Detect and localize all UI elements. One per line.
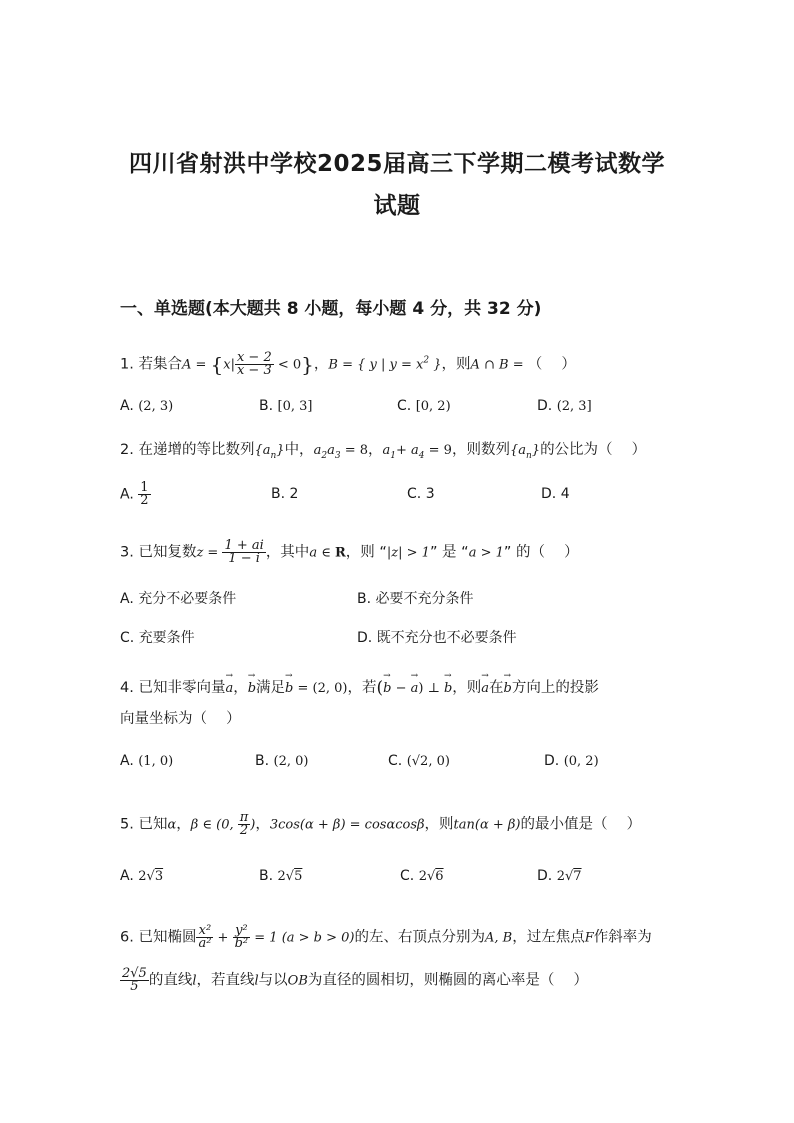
option-label: A.: [120, 486, 134, 503]
option-value: (2, 0): [273, 754, 309, 769]
q2-c1e: = 8: [340, 443, 368, 458]
option-value: 充要条件: [138, 630, 195, 646]
q6-y-num: y²: [233, 925, 251, 938]
q1-expr: A ∩ B =: [470, 357, 528, 373]
radicand: 5: [294, 869, 303, 884]
option-label: D.: [357, 630, 373, 646]
q3-text-2: ，其中: [265, 544, 310, 561]
option-label: C.: [388, 753, 403, 769]
q1-fraction: [235, 352, 274, 377]
option-label: D.: [537, 868, 553, 884]
q4-option-b: [255, 753, 308, 769]
q3-text-3: ，则 “: [345, 544, 387, 561]
q5-eq: 3cos(α + β) = cosαcosβ: [269, 817, 425, 833]
option-label: B.: [271, 486, 286, 502]
q1-set-b: B = { y | y = x: [328, 357, 424, 373]
q3-p1: |z| > 1: [386, 545, 430, 561]
q4-vec-a-3: → a: [481, 681, 489, 696]
page-title-line2: 试题: [373, 193, 421, 219]
q3-text: 3. 已知复数: [120, 544, 197, 561]
q2-seq-end: }: [276, 443, 285, 458]
q6-slope-fraction: [120, 968, 149, 993]
q3-num: 1 + ai: [224, 538, 264, 553]
option-value: [0, 3]: [277, 399, 313, 414]
frac-num: 1: [140, 480, 149, 495]
q5-comma: ，: [176, 816, 191, 833]
option-value: (0, 2): [563, 754, 599, 769]
q2-text: 2. 在递增的等比数列: [120, 442, 255, 458]
q6-text-6: ，若直线: [196, 972, 255, 989]
q6-F: F: [584, 930, 594, 946]
coef: 2: [556, 869, 565, 884]
q2-text-2: 中，: [284, 442, 314, 458]
q2-option-a-fraction: [138, 482, 150, 507]
q4-vec-b-3: → b: [383, 681, 391, 696]
option-label: C.: [400, 868, 415, 884]
q1-set-b-end: }: [429, 357, 442, 373]
q4-option-d: [544, 753, 599, 769]
q6-text-5: 的直线: [148, 972, 193, 989]
q4-vec-a-2: → a: [411, 681, 419, 696]
question-4-stem: [120, 676, 599, 698]
q2-c1a: a: [313, 443, 322, 458]
q3-option-c: [120, 627, 195, 647]
q5-beta-in: β ∈ (0,: [190, 817, 238, 833]
q2-c2b: 1: [390, 450, 396, 461]
option-label: C.: [407, 486, 422, 502]
q3-option-d: [357, 627, 517, 647]
q4-vec-b-2: → b: [285, 681, 293, 696]
q2-option-c: [407, 486, 435, 502]
q1-frac-num: x − 2: [236, 350, 272, 365]
question-6-stem: [120, 925, 652, 950]
option-value: (1, 0): [138, 754, 174, 769]
q3-p2: a > 1: [468, 545, 504, 561]
q2-seq-end-2: }: [531, 443, 541, 458]
q5-option-b-value: 2√5: [277, 869, 303, 884]
q5-tan: tan(α + β): [453, 817, 521, 833]
q4-text-2: 满足: [256, 680, 286, 696]
q6-k-den: 5: [130, 979, 139, 994]
q2-seq: {a: [254, 443, 271, 458]
q5-comma-2: ，: [255, 816, 270, 833]
coef: 2: [418, 869, 427, 884]
q3-option-b: [357, 588, 474, 608]
radicand: 3: [154, 869, 164, 884]
q6-x-den: a²: [198, 936, 212, 951]
q6-l-2: l: [254, 973, 259, 989]
q6-y-fraction: [233, 925, 251, 950]
q5-text: 5. 已知: [120, 816, 168, 833]
option-value: 4: [560, 486, 570, 502]
option-value: (√2, 0): [406, 754, 450, 769]
q1-option-c: [397, 398, 451, 414]
option-label: A.: [120, 868, 134, 884]
q6-y-den: b²: [234, 936, 249, 951]
q5-option-c: [400, 868, 444, 884]
q4-option-a: [120, 753, 173, 769]
q6-text-8: 为直径的圆相切，则椭圆的离心率是（ ）: [307, 972, 588, 989]
option-label: A.: [120, 591, 134, 607]
q3-option-a: [120, 588, 236, 608]
q1-option-a: [120, 398, 173, 414]
coef: 2: [277, 869, 286, 884]
q3-z: z =: [196, 545, 223, 561]
q2-c2d: 4: [418, 450, 425, 461]
q6-eq: = 1 (a > b > 0): [250, 930, 355, 946]
q6-k-num: 2√5: [122, 966, 147, 981]
q5-pi-num: π: [239, 810, 249, 825]
option-label: D.: [537, 398, 553, 414]
q4-text: 4. 已知非零向量: [120, 680, 226, 696]
q6-text-4: 作斜率为: [593, 929, 652, 946]
q2-c2c: + a: [396, 443, 419, 458]
coef: 2: [138, 869, 147, 884]
q4-vec-b-4: → b: [444, 681, 452, 696]
q5-option-d: [537, 868, 582, 884]
option-value: (2, 3]: [556, 399, 592, 414]
option-value: 3: [425, 486, 435, 502]
option-label: B.: [357, 591, 372, 607]
option-value: (2, 3): [138, 399, 174, 414]
section-heading: 一、单选题(本大题共 8 小题，每小题 4 分，共 32 分): [120, 299, 542, 319]
q1-text: 1. 若集合: [120, 356, 182, 373]
q4-vec-b-5: → b: [504, 681, 512, 696]
q6-text-3: ，过左焦点: [512, 929, 585, 946]
q4-minus: −: [391, 681, 411, 696]
option-label: B.: [259, 868, 274, 884]
q1-text-2: ，则: [441, 356, 471, 373]
option-label: A.: [120, 753, 134, 769]
q5-beta-end: ): [250, 817, 256, 833]
q2-c2a: a: [382, 443, 391, 458]
q4-text-5: 在: [489, 680, 504, 696]
q2-option-d: [541, 486, 570, 502]
q5-option-a-value: 2√3: [138, 869, 164, 884]
q1-set-a-lhs: A =: [181, 357, 211, 373]
q2-sep: ，: [368, 442, 383, 458]
option-value: 必要不充分条件: [375, 591, 474, 607]
q5-pi-den: 2: [239, 823, 249, 838]
q6-text-2: 的左、右顶点分别为: [354, 929, 486, 946]
q2-seq-2: {a: [509, 443, 526, 458]
q2-text-4: 的公比为（ ）: [540, 442, 647, 458]
q2-seq-sub-2: n: [525, 450, 532, 461]
q5-pi-fraction: [238, 812, 251, 837]
q4-option-c: [388, 753, 450, 769]
q1-bar: |: [230, 357, 235, 373]
option-value: 充分不必要条件: [138, 591, 237, 607]
q1-set-a-var: x: [223, 357, 231, 373]
option-label: C.: [120, 630, 135, 646]
q4-b-val: = (2, 0): [293, 681, 348, 696]
q4-vec-b: → b: [248, 681, 256, 696]
option-label: D.: [541, 486, 557, 502]
q1-frac-den: x − 3: [236, 363, 272, 378]
page-title-line1: 四川省射洪中学校2025届高三下学期二模考试数学: [128, 151, 665, 177]
q3-fraction: [222, 540, 265, 565]
q2-option-b: [271, 486, 298, 502]
q5-alpha: α: [167, 817, 177, 833]
q2-seq-sub: n: [270, 450, 277, 461]
q3-den: 1 − i: [228, 551, 260, 566]
q4-paren-open: (: [376, 678, 384, 698]
q6-plus: +: [213, 930, 233, 946]
q5-text-3: 的最小值是（ ）: [520, 816, 642, 833]
question-3-stem: [120, 540, 579, 565]
q6-AB: A, B: [485, 930, 513, 946]
q5-text-2: ，则: [424, 816, 454, 833]
q1-blank: （ ）: [527, 356, 576, 373]
q4-text-4: ，则: [452, 680, 482, 696]
q4-comma: ，: [233, 680, 248, 696]
question-4-stem-line2: 向量坐标为（ ）: [120, 711, 241, 727]
q4-text-3: ，若: [347, 680, 377, 696]
option-label: D.: [544, 753, 560, 769]
q5-option-b: [259, 868, 302, 884]
q5-option-c-value: 2√6: [418, 869, 444, 884]
option-label: C.: [397, 398, 412, 414]
q3-text-4: ” 是 “: [429, 544, 469, 561]
q1-option-d: [537, 398, 592, 414]
q6-OB: OB: [287, 973, 308, 989]
q6-text-7: 与以: [258, 972, 288, 989]
option-label: A.: [120, 398, 134, 414]
q3-text-5: ” 的（ ）: [503, 544, 579, 561]
q5-option-a: [120, 868, 163, 884]
radicand: 6: [435, 869, 444, 884]
q2-c1d: 3: [334, 450, 341, 461]
q3-R: R: [334, 545, 346, 561]
q2-option-a: [120, 482, 151, 507]
q1-brace-close: }: [301, 352, 314, 377]
question-2-stem: [120, 438, 646, 461]
q4-vec-a: → a: [225, 681, 233, 696]
q4-perp: ) ⊥: [418, 681, 444, 696]
radicand: 7: [573, 869, 582, 884]
option-value: 2: [289, 486, 299, 502]
q5-option-d-value: 2√7: [556, 869, 582, 884]
question-6-stem-line2: [120, 968, 588, 993]
option-label: B.: [259, 398, 274, 414]
q4-text-6: 方向上的投影: [511, 680, 599, 696]
q1-brace-open: {: [210, 352, 224, 377]
q6-x-fraction: [196, 925, 213, 950]
q6-l: l: [192, 973, 197, 989]
q3-cond: a ∈: [309, 545, 335, 561]
option-label: B.: [255, 753, 270, 769]
q1-rel: < 0: [273, 357, 302, 373]
q1-option-b: [259, 398, 312, 414]
q2-c1b: 2: [321, 450, 328, 461]
q6-x-num: x²: [196, 925, 213, 938]
frac-den: 2: [140, 493, 149, 508]
q6-text: 6. 已知椭圆: [120, 929, 197, 946]
option-value: [0, 2): [415, 399, 451, 414]
q2-c2e: = 9: [424, 443, 452, 458]
q2-c1c: a: [327, 443, 335, 458]
q2-text-3: ，则数列: [451, 442, 510, 458]
question-1-stem: [120, 352, 576, 377]
option-value: 既不充分也不必要条件: [376, 630, 517, 646]
q1-comma: ，: [313, 356, 329, 373]
q1-set-b-exp: 2: [423, 355, 430, 366]
question-5-stem: [120, 812, 641, 837]
